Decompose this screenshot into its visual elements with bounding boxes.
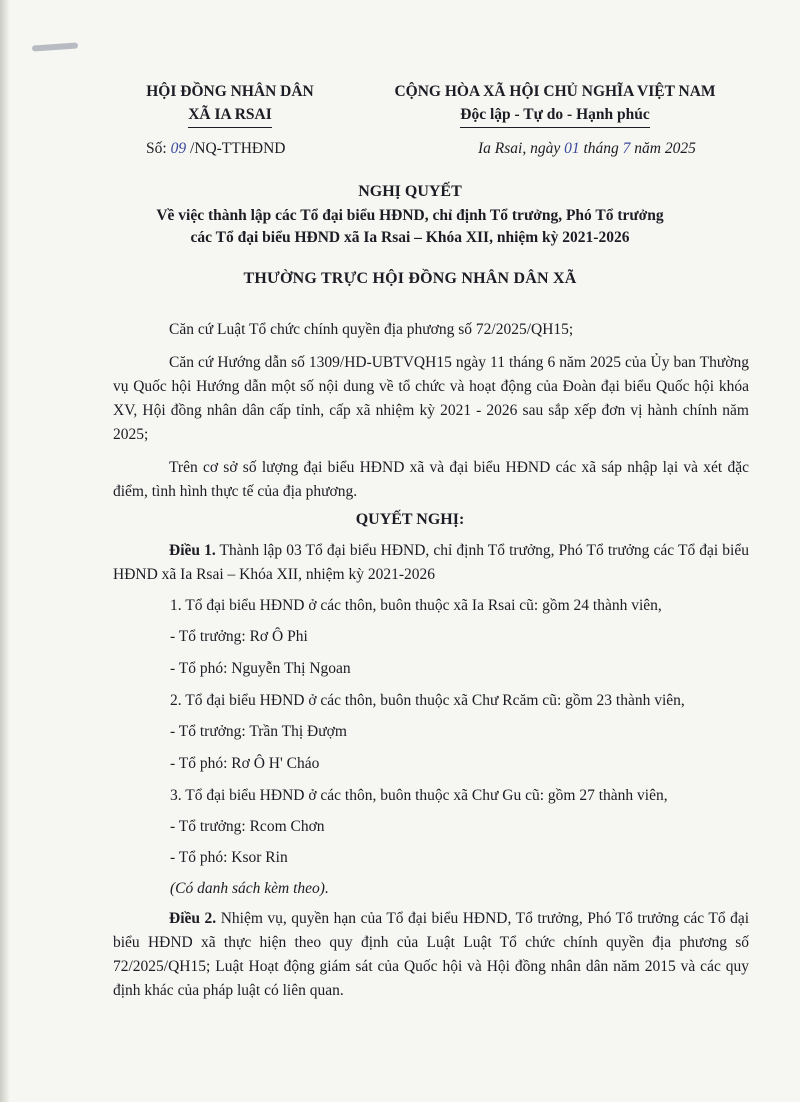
article-2-label: Điều 2. (169, 910, 217, 927)
article-2 (113, 907, 749, 1003)
document-number (146, 140, 286, 158)
document-subject (100, 205, 720, 249)
doc-number-suffix: /NQ-TTHĐND (189, 140, 286, 157)
date-prefix: Ia Rsai, ngày (478, 140, 561, 157)
preamble-3: Trên cơ sở số lượng đại biểu HĐND xã và đại biểu HĐND các xã sáp nhập lại và xét đặc điểm, tình hình thực tế của địa phương. (113, 459, 749, 500)
group-3-leader: - Tổ trưởng: Rcom Chơn (170, 818, 325, 835)
subject-line1: Về việc thành lập các Tổ đại biểu HĐND, chỉ định Tổ trưởng, Phó Tổ trưởng (156, 207, 664, 224)
national-motto (355, 80, 755, 128)
attached-note: (Có danh sách kèm theo). (170, 880, 329, 897)
scan-mark (32, 42, 78, 51)
article-1-text: Thành lập 03 Tổ đại biểu HĐND, chỉ định Tổ trưởng, Phó Tổ trưởng các Tổ đại biểu HĐND xã Ia Rsai – Khóa XII, nhiệm kỳ 2021-2026 (113, 542, 749, 583)
subject-line2: các Tổ đại biểu HĐND xã Ia Rsai – Khóa XII, nhiệm kỳ 2021-2026 (190, 229, 630, 246)
group-1-deputy: - Tổ phó: Nguyễn Thị Ngoan (170, 660, 351, 677)
date-mid: tháng (583, 140, 619, 157)
group-2-leader: - Tổ trưởng: Trần Thị Đượm (170, 723, 347, 740)
article-2-text: Nhiệm vụ, quyền hạn của Tổ đại biểu HĐND, Tổ trưởng, Phó Tổ trưởng các Tổ đại biểu HĐND xã thực hiện theo quy định của Luật Luật Tổ chức chính quyền địa phương số 72/2025/QH15; Luật Hoạt động giám sát của Quốc hội và Hội đồng nhân dân năm 2015 và các quy định khác của pháp luật có liên quan. (113, 910, 750, 999)
issuing-body-line1: HỘI ĐỒNG NHÂN DÂN (146, 83, 314, 100)
group-3-deputy: - Tổ phó: Ksor Rin (170, 849, 288, 866)
date-month: 7 (622, 140, 631, 157)
issuing-body-line2: XÃ IA RSAI (188, 103, 272, 128)
group-1-title: 1. Tổ đại biểu HĐND ở các thôn, buôn thuộc xã Ia Rsai cũ: gồm 24 thành viên, (170, 597, 662, 614)
group-1-leader: - Tổ trưởng: Rơ Ô Phi (170, 628, 308, 645)
document-type: NGHỊ QUYẾT (358, 183, 462, 200)
issuing-body (120, 80, 340, 128)
group-3-title: 3. Tổ đại biểu HĐND ở các thôn, buôn thuộc xã Chư Gu cũ: gồm 27 thành viên, (170, 787, 668, 804)
preamble-1: Căn cứ Luật Tổ chức chính quyền địa phương số 72/2025/QH15; (169, 321, 574, 338)
national-motto-line2: Độc lập - Tự do - Hạnh phúc (460, 103, 649, 128)
date-suffix: năm 2025 (634, 140, 696, 157)
group-2-title: 2. Tổ đại biểu HĐND ở các thôn, buôn thuộc xã Chư Rcăm cũ: gồm 23 thành viên, (170, 692, 685, 709)
document-date (478, 140, 696, 158)
article-1-label: Điều 1. (169, 542, 216, 559)
scan-edge-shadow (0, 0, 10, 1102)
preamble-2: Căn cứ Hướng dẫn số 1309/HD-UBTVQH15 ngày 11 tháng 6 năm 2025 của Ủy ban Thường vụ Quốc hội Hướng dẫn một số nội dung về tổ chức và hoạt động của Đoàn đại biểu Quốc hội khóa XV, Hội đồng nhân dân cấp tỉnh, cấp xã nhiệm kỳ 2021 - 2026 sau sắp xếp đơn vị hành chính năm 2025; (113, 354, 749, 443)
issuer-heading: THƯỜNG TRỰC HỘI ĐỒNG NHÂN DÂN XÃ (243, 270, 577, 287)
doc-number-handwritten: 09 (170, 140, 187, 157)
article-1 (113, 539, 749, 587)
group-2-deputy: - Tổ phó: Rơ Ô H' Cháo (170, 755, 320, 772)
resolve-heading: QUYẾT NGHỊ: (355, 511, 465, 528)
doc-number-prefix: Số: (146, 140, 167, 157)
date-day: 01 (564, 140, 580, 157)
national-motto-line1: CỘNG HÒA XÃ HỘI CHỦ NGHĨA VIỆT NAM (394, 83, 716, 100)
